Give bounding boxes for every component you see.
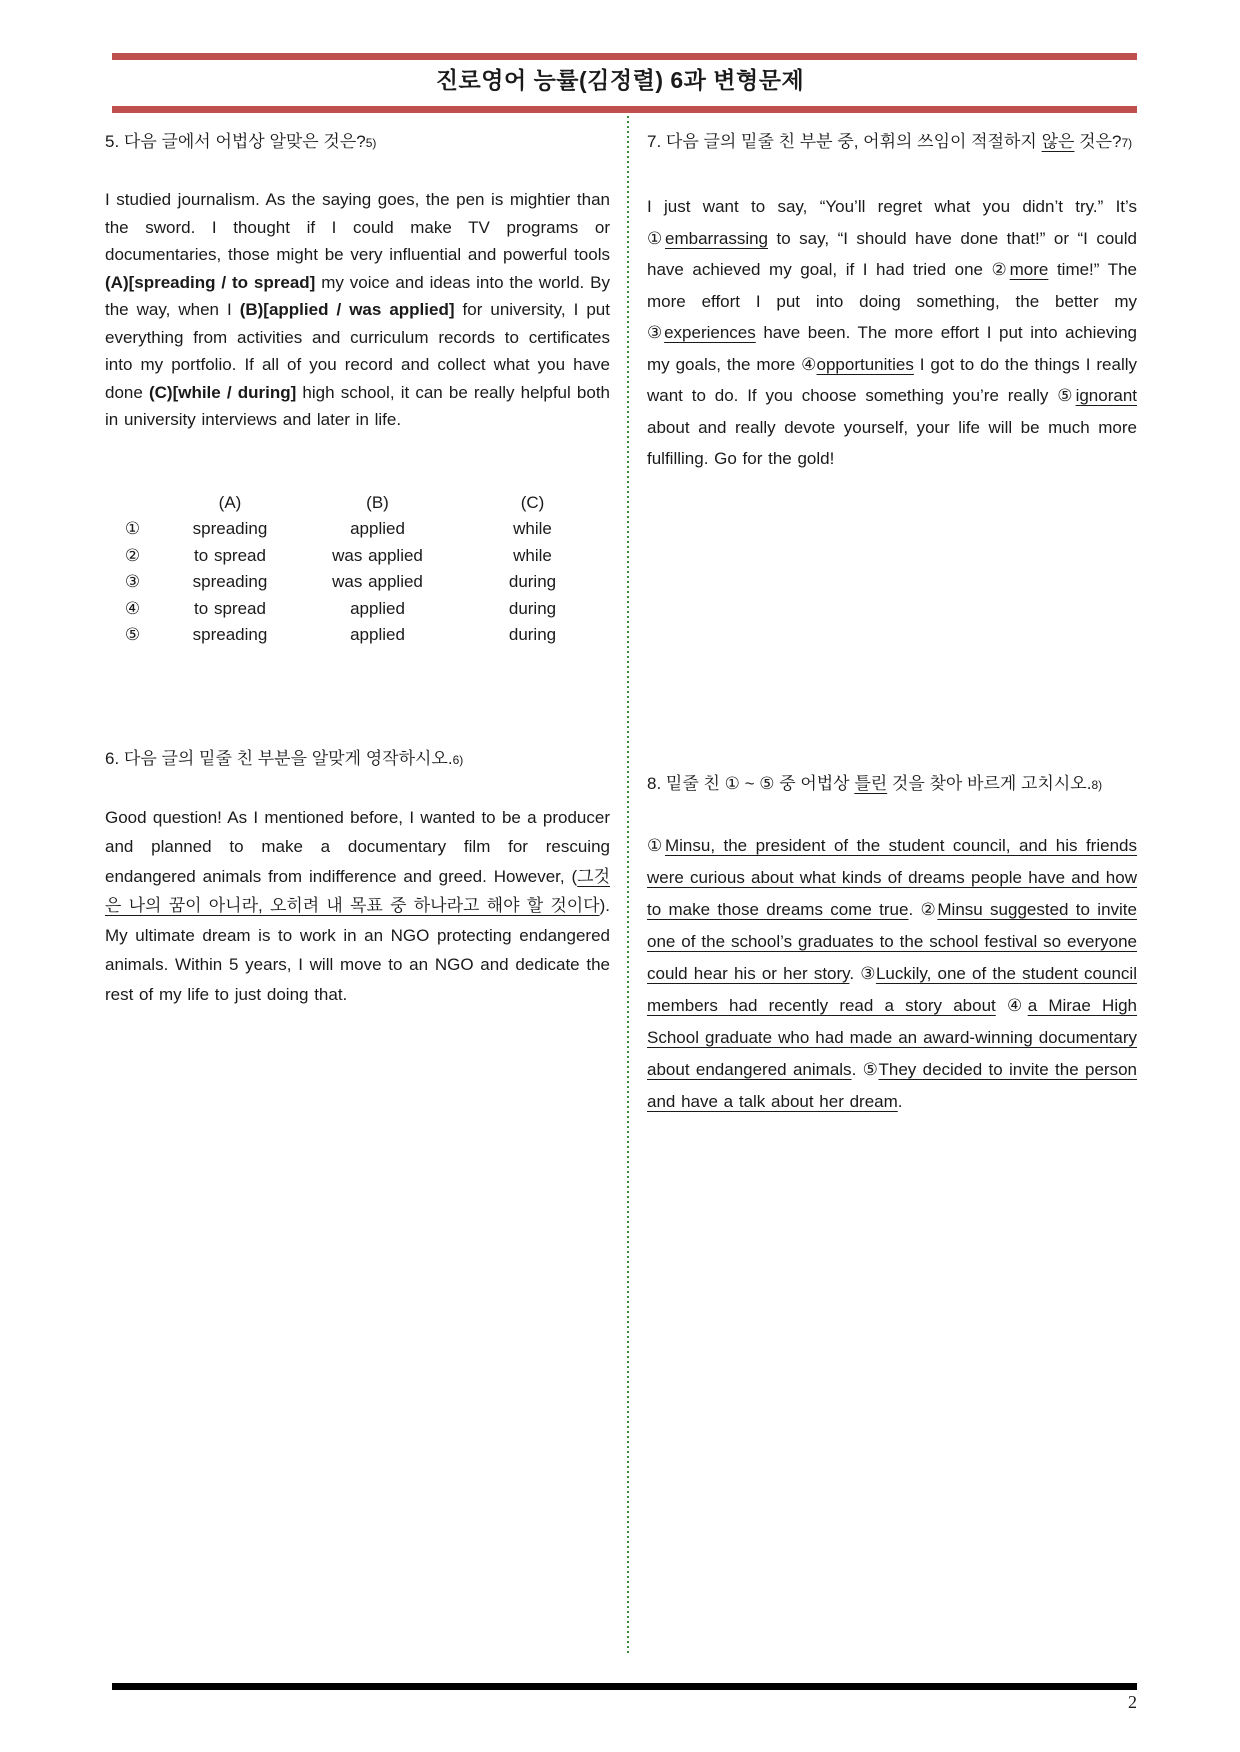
question-6-passage: Good question! As I mentioned before, I wanted to be a producer and planned to make a documentary film for rescuing endangered animals from indifference and greed. However, (그것은 나의 꿈이 아니라, 오히려 내 목표 중 하나라고 해야 할 것이다). My ultimate dream is to work in an NGO protecting endangered animals. Within 5 years, I will move to an NGO and dedicate the rest of my life to just doing that. [105,807,610,1004]
table-cell: spreading [192,625,268,644]
table-cell: applied [350,519,405,538]
options-header-row [105,490,610,517]
table-cell: spreading [192,519,268,538]
column-divider [627,116,629,1654]
left-column [105,118,610,1009]
table-cell: spreading [192,572,268,591]
table-cell: applied [350,598,405,618]
table-cell: (B) [366,492,389,512]
table-cell: during [508,598,557,618]
option-row-2 [105,543,610,570]
header-rule-top [112,53,1137,60]
footer-rule [112,1683,1137,1690]
question-5-heading: 5. 다음 글에서 어법상 알맞은 것은?5) [105,132,377,151]
option-row-3 [105,569,610,596]
option-row-5 [105,622,610,649]
header-rule-bottom [112,106,1137,113]
question-6-heading: 6. 다음 글의 밑줄 친 부분을 알맞게 영작하시오.6) [105,748,464,768]
table-cell: while [513,545,552,565]
table-cell: while [513,519,552,538]
option-number: ① [124,519,141,538]
question-5-options-table [105,490,610,649]
right-column [647,118,1137,1118]
page-title: 진로영어 능률(김정렬) 6과 변형문제 [435,67,805,93]
question-8-passage: ①Minsu, the president of the student council, and his friends were curious about what kinds of dreams people have and how to make those dreams come true. ②Minsu suggested to invite one of the school’s graduates to the school festival so everyone could hear his or her story. ③Luckily, one of the student council members had recently read a story about ④a Mirae High School graduate who had made an award-winning documentary about endangered animals. ⑤They decided to invite the person and have a talk about her dream. [647,835,1138,1111]
option-row-4 [105,596,610,623]
table-cell: applied [350,625,405,644]
table-cell: (A) [218,492,242,512]
question-7-heading: 7. 다음 글의 밑줄 친 부분 중, 어휘의 쓰임이 적절하지 않은 것은?7) [647,132,1133,151]
option-row-1 [105,516,610,543]
table-cell: to spread [194,598,266,618]
page-number: 2 [1128,1692,1137,1712]
table-cell [105,490,160,517]
question-5-passage: I studied journalism. As the saying goes, the pen is mightier than the sword. I thought if I could make TV programs or documentaries, those might be very influential and powerful tools (A)[spreading / to spread] my voice and ideas into the world. By the way, when I (B)[applied / was applied] for university, I put everything from activities and curriculum records to certificates into my portfolio. If all of you record and collect what you have done (C)[while / during] high school, it can be really helpful both in university interviews and later in life. [105,190,611,429]
table-cell: was applied [332,572,423,591]
question-8-heading: 8. 밑줄 친 ① ~ ⑤ 중 어법상 틀린 것을 찾아 바르게 고치시오.8) [647,773,1103,793]
table-cell: was applied [332,545,423,565]
table-cell: (C) [520,492,545,512]
table-cell: during [508,572,557,591]
option-number: ② [124,545,141,565]
table-cell: during [508,625,557,644]
question-7-passage: I just want to say, “You’ll regret what you didn’t try.” It’s ①embarrassing to say, “I should have done that!” or “I could have achieved my goal, if I had tried one ②more time!” The more effort I put into doing something, the better my ③experiences have been. The more effort I put into achieving my goals, the more ④opportunities I got to do the things I really want to do. If you choose something you’re really ⑤ignorant about and really devote yourself, your life will be much more fulfilling. Go for the gold! [647,197,1138,468]
option-number: ⑤ [124,625,141,644]
option-number: ③ [124,572,141,591]
option-number: ④ [124,598,141,618]
table-cell: to spread [194,545,266,565]
